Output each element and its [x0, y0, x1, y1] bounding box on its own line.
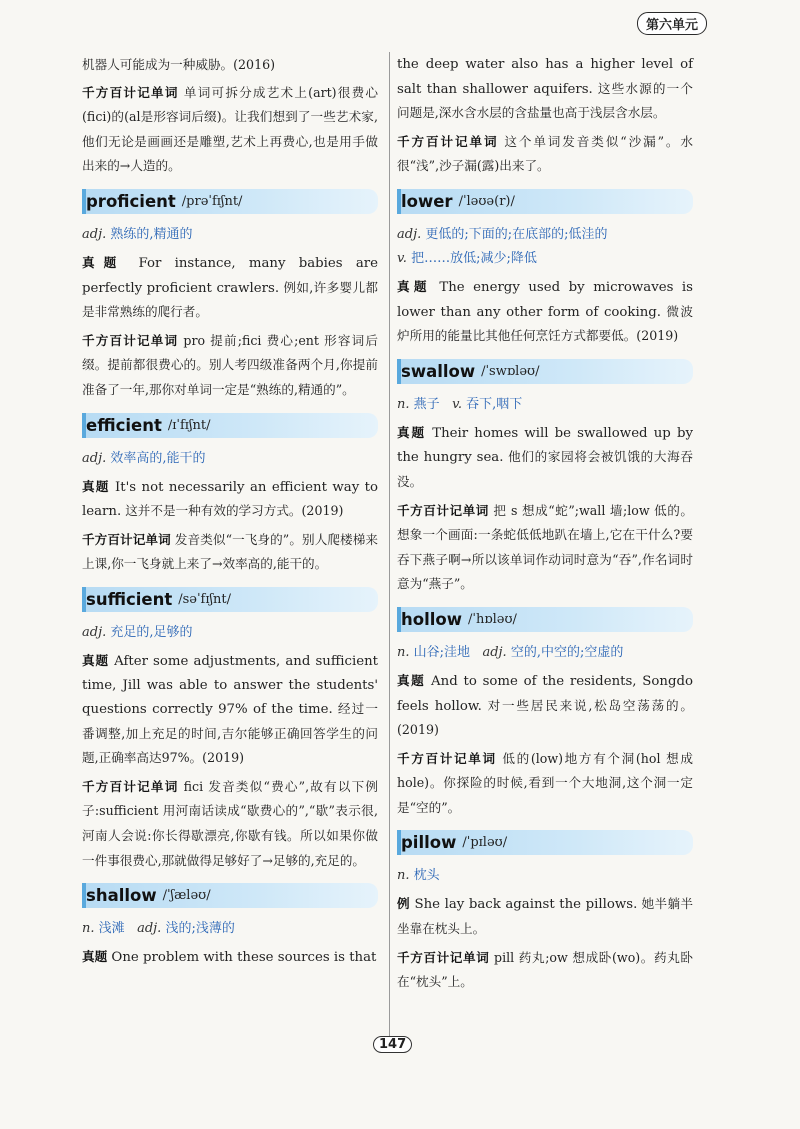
example-en: It's not necessarily an efficient way to learn.: [82, 479, 378, 520]
def-text: 燕子: [409, 396, 440, 412]
definition: [82, 621, 378, 645]
memory-tag: 千方百计记单词: [397, 949, 490, 965]
entry-word: efficient: [86, 415, 162, 435]
pos: adj.: [137, 921, 162, 937]
definition: [397, 393, 693, 417]
definition: [397, 247, 693, 271]
entry-word: pillow: [401, 833, 457, 853]
pos: n.: [397, 868, 410, 884]
pos: v.: [452, 396, 462, 412]
definition: [397, 641, 693, 665]
example: [82, 649, 378, 771]
pos: adj.: [82, 226, 107, 242]
memory-text: 这个单词发音类似“沙漏”。水很“浅”,沙子漏(露)出来了。: [397, 133, 693, 174]
definition: [82, 917, 378, 941]
right-column: [397, 53, 693, 999]
memory-text: 低的(low)地方有个洞(hol 想成 hole)。你探险的时候,看到一个大地洞,这个洞一定是“空的”。: [397, 750, 694, 815]
example-zh: 经过一番调整,加上充足的时间,吉尔能够正确回答学生的问题,正确率高达97%。(2019): [82, 701, 378, 766]
example-en: After some adjustments, and sufficient time, Jill was able to answer the students' questions correctly 97% of the time.: [82, 653, 379, 718]
entry-proficient: [82, 189, 378, 214]
unit-tag: 第六单元: [637, 12, 707, 35]
example-en: She lay back against the pillows.: [409, 897, 638, 913]
def-text: 更低的;下面的;在底部的;低洼的: [421, 226, 608, 242]
memory-text: pro 提前;fici 费心;ent 形容词后缀。提前都很费心的。别人考四级准备两个月,你提前准备了一年,那你对单词一定是“熟练的,精通的”。: [82, 332, 378, 397]
entry-lower: [397, 189, 693, 214]
page-number: 147: [373, 1036, 412, 1053]
pos: adj.: [397, 226, 422, 242]
example: [397, 892, 693, 941]
memory-tip: [397, 130, 693, 179]
definition: [397, 223, 693, 247]
def-text: 把……放低;减少;降低: [406, 250, 537, 266]
def-text: 浅的;浅薄的: [161, 921, 235, 937]
memory-tip: [82, 329, 378, 403]
entry-word: swallow: [401, 361, 476, 381]
example-tag: 真题: [397, 278, 431, 294]
example: [82, 475, 378, 524]
example-en: the deep water also has a higher level of salt than shallower aquifers.: [397, 57, 693, 97]
entry-hollow: [397, 607, 693, 632]
memory-tip: [397, 747, 693, 821]
definition: [82, 447, 378, 471]
pos: adj.: [482, 644, 507, 660]
pos: v.: [397, 250, 407, 266]
example-zh: 这些水源的一个问题是,深水含水层的含盐量也高于浅层含水层。: [397, 80, 694, 121]
definition: [397, 864, 693, 888]
entry-swallow: [397, 359, 693, 384]
definition: [82, 223, 378, 247]
entry-ipa: /ɪˈfɪʃnt/: [167, 417, 211, 433]
memory-tag: 千方百计记单词: [82, 778, 179, 794]
memory-tag: 千方百计记单词: [397, 133, 499, 149]
example-zh: 微波炉所用的能量比其他任何烹饪方式都要低。(2019): [397, 303, 693, 344]
example-zh: 他们的家园将会被饥饿的大海吞没。: [397, 449, 693, 489]
example-en: The energy used by microwaves is lower than any other form of cooking.: [397, 279, 693, 320]
example-zh: 例如,许多婴儿都是非常熟练的爬行者。: [82, 279, 378, 320]
def-text: 效率高的,能干的: [106, 450, 206, 466]
pos: n.: [397, 396, 410, 412]
def-text: 空的,中空的;空虚的: [506, 644, 624, 660]
memory-tip: [397, 499, 693, 597]
memory-text: fici 发音类似“费心”,故有以下例子:sufficient 用河南话读成“歇费心的”,“歇”表示很,河南人会说:你长得歇漂亮,你歇有钱。所以如果你做一件事很费心,那就做得足够好了→足够的,充足的。: [82, 778, 378, 868]
entry-ipa: /prəˈfɪʃnt/: [181, 193, 243, 209]
example-tag: 真题: [82, 254, 126, 270]
entry-word: lower: [401, 191, 453, 211]
entry-word: shallow: [86, 886, 157, 906]
memory-text: pill 药丸;ow 想成卧(wo)。药丸卧在“枕头”上。: [397, 949, 694, 990]
entry-ipa: /ˈhɒləʊ/: [467, 611, 517, 627]
memory-tag: 千方百计记单词: [82, 332, 179, 348]
def-text: 吞下,咽下: [462, 396, 523, 412]
memory-tip: [82, 528, 378, 577]
example-tag: 真题: [397, 424, 427, 440]
example-zh: 对一些居民来说,松岛空荡荡的。(2019): [397, 697, 694, 738]
memory-tag: 千方百计记单词: [82, 531, 171, 547]
intro-text: 机器人可能成为一种威胁。(2016): [82, 57, 276, 72]
example-tag: 真题: [82, 949, 108, 965]
example: [397, 421, 693, 495]
example-en: Their homes will be swallowed up by the hungry sea.: [397, 425, 693, 466]
example-en: And to some of the residents, Songdo feels hollow.: [397, 673, 693, 714]
memory-tip: [82, 775, 378, 873]
example: [397, 275, 693, 349]
entry-ipa: /ˈswɒləʊ/: [481, 363, 540, 379]
memory-tip: [397, 946, 693, 995]
example-tag: 真题: [82, 652, 109, 668]
def-text: 充足的,足够的: [106, 624, 193, 640]
entry-ipa: /ˈpɪləʊ/: [462, 835, 508, 851]
entry-word: hollow: [401, 609, 462, 629]
entry-pillow: [397, 830, 693, 855]
def-text: 熟练的,精通的: [106, 226, 193, 242]
example: [82, 945, 378, 970]
memory-text: 把 s 想成“蛇”;wall 墙;low 低的。想象一个画面:一条蛇低低地趴在墙上,它在干什么?要吞下燕子啊→所以该单词作动词时意为“吞”,作名词时意为“燕子”。: [397, 502, 694, 592]
example: [82, 251, 378, 325]
example-zh: 这并不是一种有效的学习方式。(2019): [121, 503, 344, 519]
def-text: 山谷;洼地: [409, 644, 471, 660]
example-continued: [397, 53, 693, 126]
example-zh: 她半躺半坐靠在枕头上。: [397, 896, 693, 937]
entry-efficient: [82, 413, 378, 438]
def-text: 浅滩: [94, 921, 125, 937]
memory-text: 发音类似“一飞身的”。别人爬楼梯来上课,你一飞身就上来了→效率高的,能干的。: [82, 531, 379, 572]
column-divider: [389, 52, 390, 1037]
entry-sufficient: [82, 587, 378, 612]
memory-text: 单词可拆分成艺术上(art)很费心(fici)的(al是形容词后缀)。让我们想到了一些艺术家,他们无论是画画还是雕塑,艺术上再费心,也是用手做出来的→人造的。: [82, 84, 379, 174]
example-tag: 真题: [397, 672, 426, 688]
example-en: One problem with these sources is that: [107, 950, 377, 966]
pos: adj.: [82, 450, 107, 466]
pos: n.: [397, 644, 410, 660]
memory-tag: 千方百计记单词: [82, 84, 179, 100]
left-column: [82, 53, 378, 974]
memory-tip: [82, 81, 378, 179]
entry-ipa: /ˈʃæləʊ/: [162, 888, 211, 904]
example: [397, 669, 693, 743]
example-en: For instance, many babies are perfectly proficient crawlers.: [82, 255, 378, 296]
entry-word: proficient: [86, 191, 176, 211]
entry-ipa: /ˈləʊə(r)/: [458, 193, 515, 209]
entry-shallow: [82, 883, 378, 908]
memory-tag: 千方百计记单词: [397, 502, 489, 518]
example-tag: 例: [397, 896, 410, 912]
entry-ipa: /səˈfɪʃnt/: [178, 591, 232, 607]
pos: adj.: [82, 624, 107, 640]
example-tag: 真题: [82, 478, 110, 494]
pos: n.: [82, 921, 95, 937]
memory-tag: 千方百计记单词: [397, 750, 497, 766]
def-text: 枕头: [409, 868, 440, 884]
entry-word: sufficient: [86, 589, 173, 609]
